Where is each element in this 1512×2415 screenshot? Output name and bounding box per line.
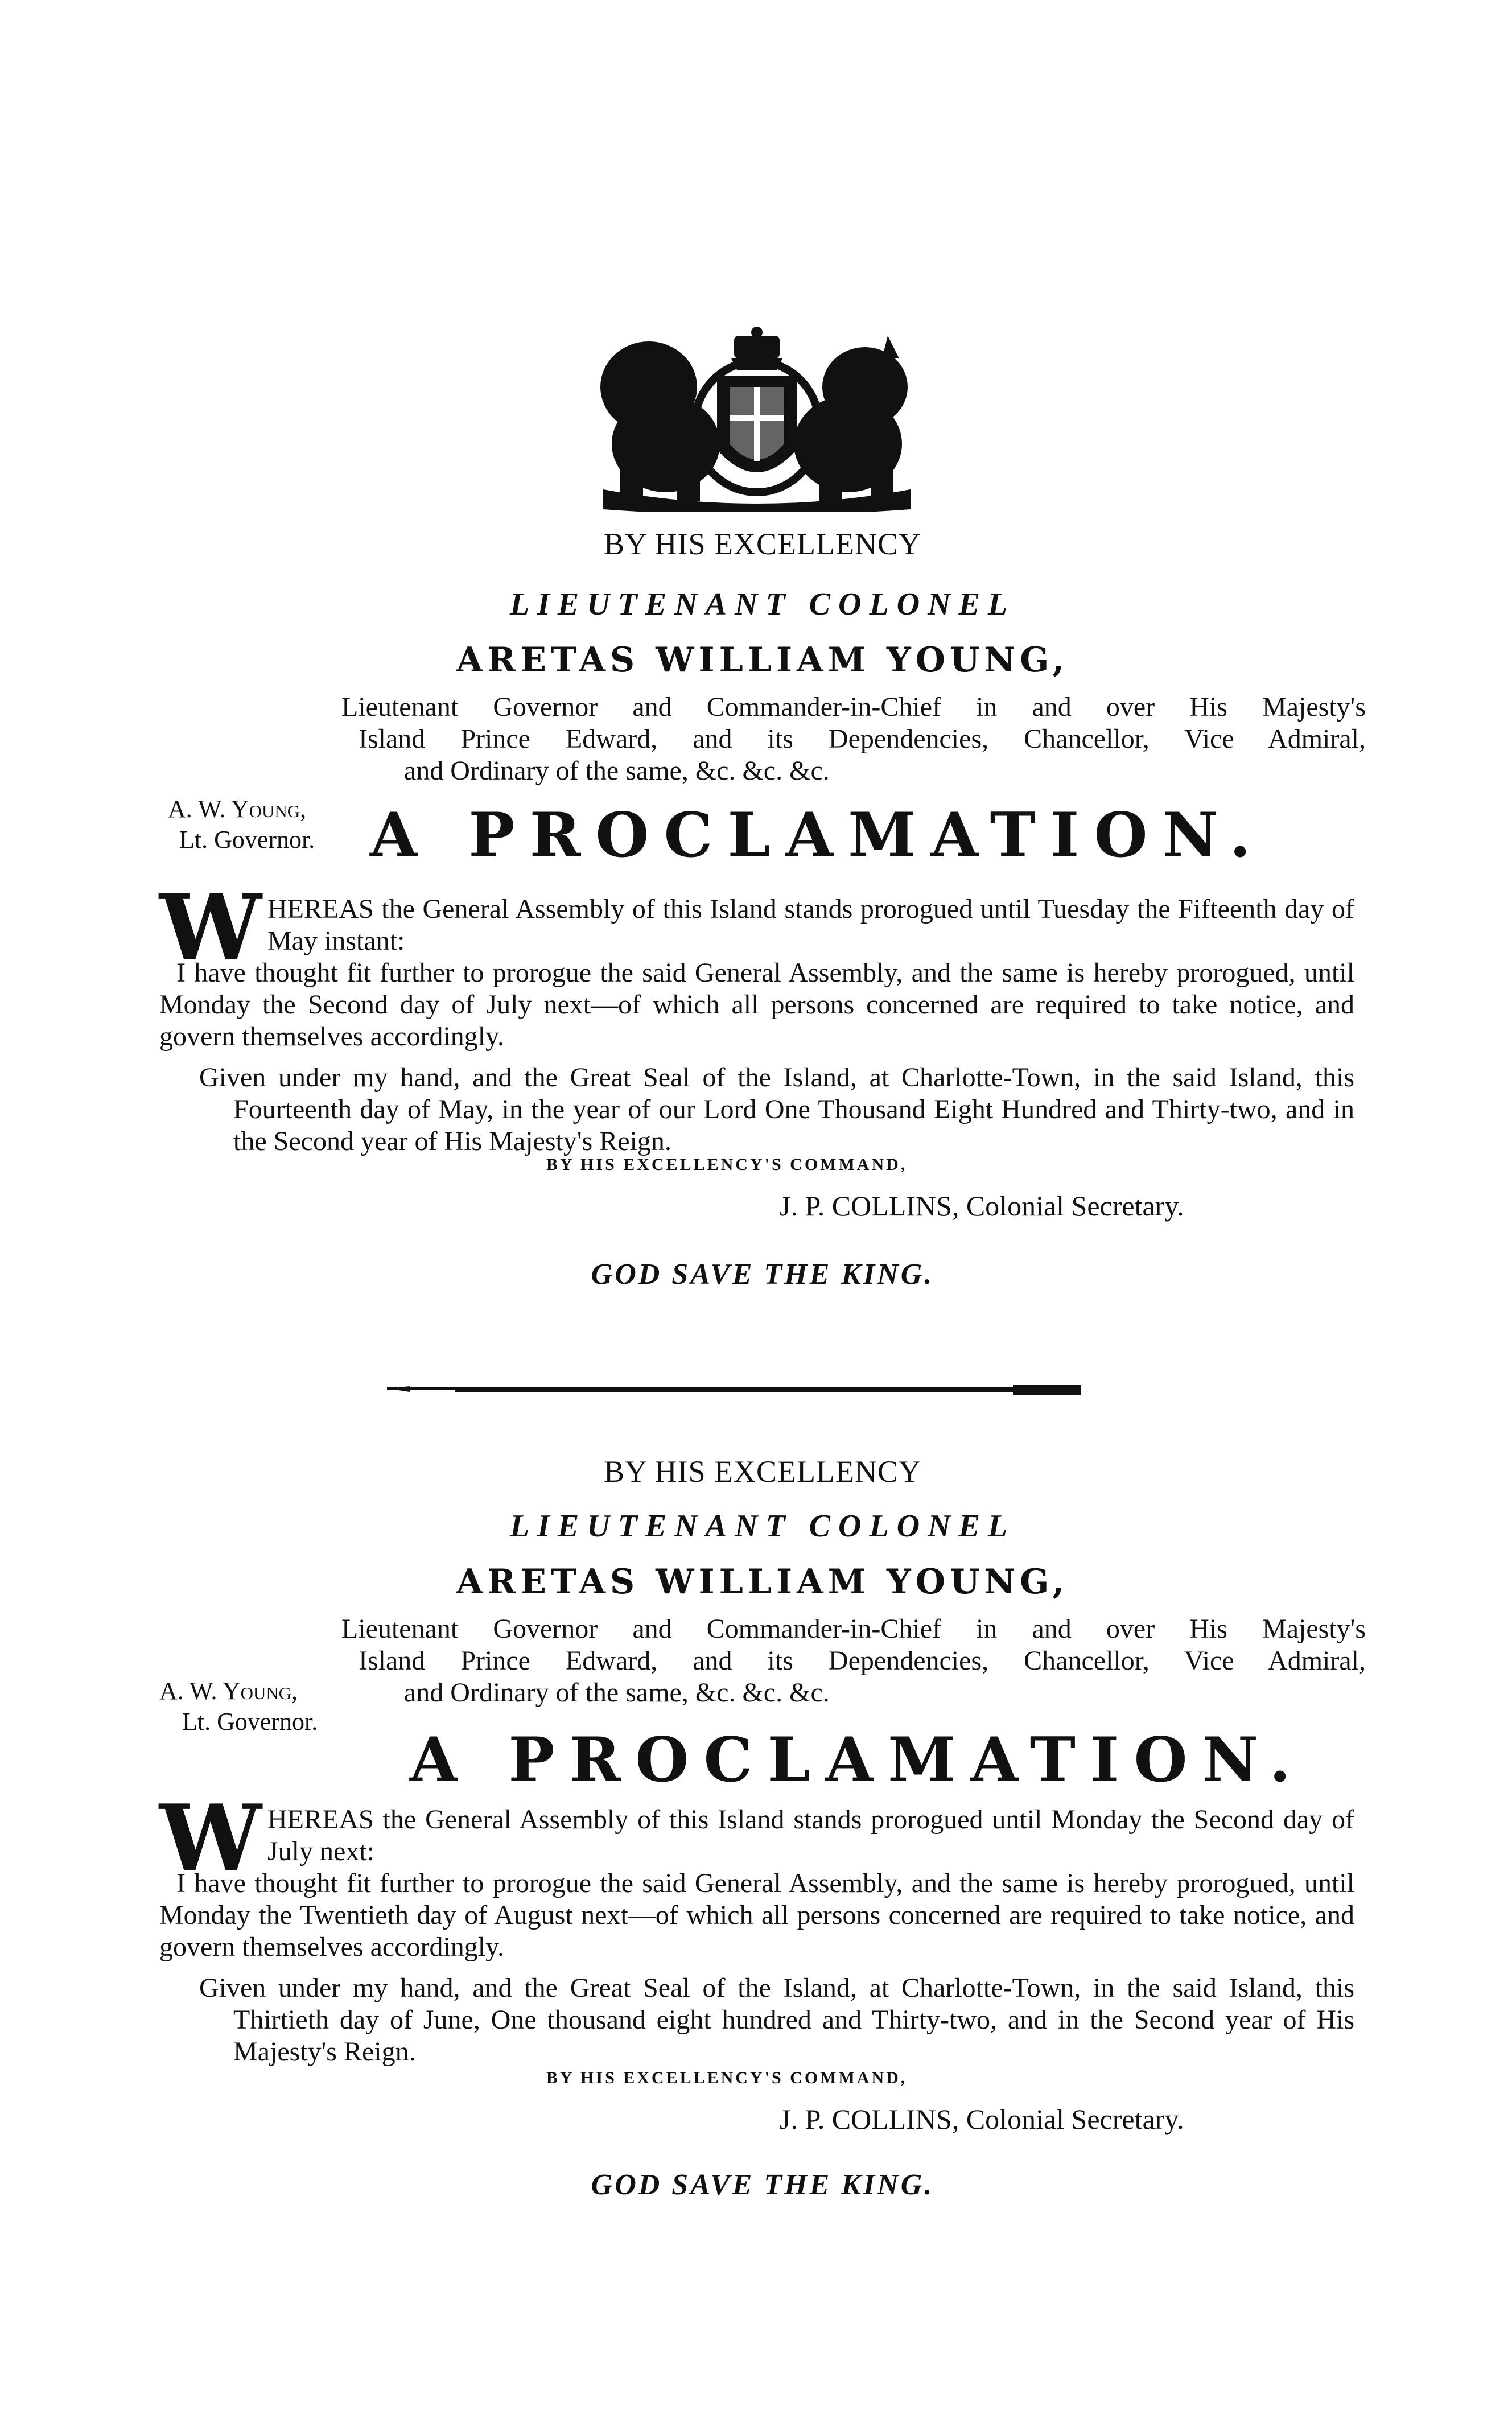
whereas-clause (159, 874, 1354, 981)
by-his-excellency-1: BY HIS EXCELLENCY (604, 527, 921, 561)
proclamation-heading-2: A PROCLAMATION. (410, 1724, 1305, 1796)
proclamation-heading-1: A PROCLAMATION. (370, 799, 1266, 871)
titles-line: Island Prince Edward, and its Dependencies, Chancellor, Vice Admiral, (359, 1646, 1366, 1676)
by-command-1: BY HIS EXCELLENCY'S COMMAND, (546, 1155, 908, 1174)
god-save-the-king-1: GOD SAVE THE KING. (591, 1258, 934, 1291)
rank-1: LIEUTENANT COLONEL (509, 587, 1016, 622)
royal-coat-of-arms-icon (580, 324, 933, 512)
ornamental-rule (387, 1383, 1081, 1398)
order-text: I have thought fit further to prorogue the said General Assembly, and the same is hereby prorogued, until Monday the Twentieth day of August next—of which all persons concerned are required to take notice, and govern themselves accordingly. (159, 1868, 1354, 1962)
by-his-excellency-2: BY HIS EXCELLENCY (604, 1454, 921, 1489)
secretary-2: J. P. COLLINS, Colonial Secretary. (780, 2103, 1184, 2135)
signature-name: A. W. Young, (168, 795, 307, 823)
governor-titles-1 (341, 691, 1366, 787)
titles-line: and Ordinary of the same, &c. &c. &c. (404, 1678, 830, 1708)
drop-cap: W (159, 1785, 262, 1891)
whereas-text: HEREAS the General Assembly of this Island stands prorogued until Tuesday the Fifteenth day of May instant: (267, 894, 1354, 956)
drop-cap: W (159, 874, 262, 981)
titles-line: Lieutenant Governor and Commander-in-Chief in and over His Majesty's (341, 692, 1366, 722)
whereas-clause (159, 1785, 1354, 1891)
by-command-2: BY HIS EXCELLENCY'S COMMAND, (546, 2068, 908, 2087)
governor-name-2: ARETAS WILLIAM YOUNG, (456, 1562, 1069, 1602)
secretary-1: J. P. COLLINS, Colonial Secretary. (780, 1190, 1184, 1222)
given-text: Given under my hand, and the Great Seal of the Island, at Charlotte-Town, in the said Island, this Fourteenth day of May, in the year of our Lord One Thousand Eight Hundred and Thirty-two, and in the Second year of His Majesty's Reign. (199, 1062, 1354, 1156)
whereas-text: HEREAS the General Assembly of this Island stands prorogued until Monday the Second day of July next: (267, 1804, 1354, 1866)
signature-block-2 (159, 1676, 318, 1737)
proclamation-body-2 (159, 1785, 1354, 2068)
titles-line: Lieutenant Governor and Commander-in-Chief in and over His Majesty's (341, 1614, 1366, 1644)
god-save-the-king-2: GOD SAVE THE KING. (591, 2169, 934, 2201)
titles-line: Island Prince Edward, and its Dependencies, Chancellor, Vice Admiral, (359, 724, 1366, 754)
signature-title: Lt. Governor. (179, 826, 315, 854)
signature-block-1 (168, 794, 315, 855)
rank-2: LIEUTENANT COLONEL (509, 1509, 1016, 1544)
governor-titles-2 (341, 1613, 1366, 1709)
titles-line: and Ordinary of the same, &c. &c. &c. (404, 756, 830, 786)
signature-title: Lt. Governor. (182, 1708, 318, 1736)
signature-name: A. W. Young, (159, 1677, 298, 1705)
order-text: I have thought fit further to prorogue the said General Assembly, and the same is hereby prorogued, until Monday the Second day of July next—of which all persons concerned are required to take notice, and govern themselves accordingly. (159, 958, 1354, 1052)
proclamation-body-1 (159, 874, 1354, 1157)
governor-name-1: ARETAS WILLIAM YOUNG, (456, 640, 1069, 680)
given-text: Given under my hand, and the Great Seal of the Island, at Charlotte-Town, in the said Island, this Thirtieth day of June, One thousand eight hundred and Thirty-two, and in the Second year of His Majesty's Reign. (199, 1973, 1354, 2067)
